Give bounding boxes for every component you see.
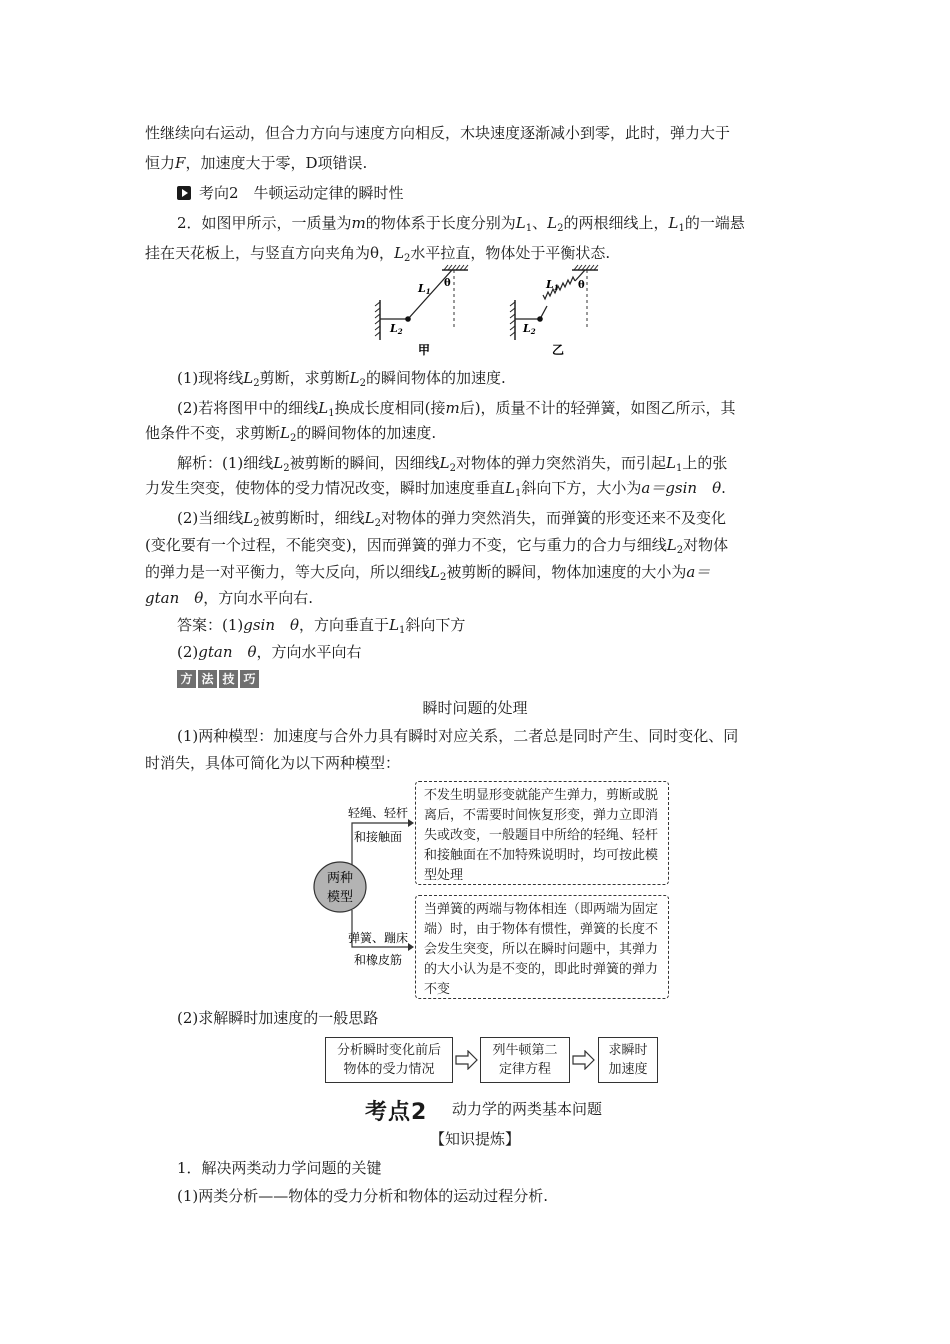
label-L1-left: L1: [418, 282, 431, 296]
problem-line-1: 2．如图甲所示，一质量为m的物体系于长度分别为$L_1$、$L_2$的两根细线上，$L_1$的一端悬: [177, 214, 745, 234]
arrow-right-icon: [572, 1050, 596, 1070]
step-box-2: 列牛顿第二定律方程: [480, 1037, 570, 1083]
models-line-2: 时消失，具体可简化为以下两种模型：: [145, 754, 401, 772]
question-1: (1)现将线$L_2$剪断，求剪断$L_2$的瞬间物体的加速度.: [177, 369, 506, 389]
ellipse-label-2: 模型: [326, 890, 354, 905]
analysis-2-line-2: (变化要有一个过程，不能突变)，因而弹簧的弹力不变，它与重力的合力与细线$L_2$对物体: [145, 536, 729, 556]
arrow-head-bottom: [408, 943, 414, 951]
mass-left: [405, 316, 411, 322]
answer-1: 答案：(1)gsin θ，方向垂直于$L_1$斜向下方: [177, 616, 466, 636]
badge-char: 方: [177, 670, 196, 688]
model-box-2: 当弹簧的两端与物体相连（即两端为固定端）时，由于物体有惯性，弹簧的长度不会发生突变，所以在瞬时问题中，其弹力的大小认为是不变的，即此时弹簧的弹力不变: [415, 895, 669, 999]
kaodian-number: 考点2: [365, 1100, 428, 1125]
analysis-2-line-4: gtan θ，方向水平向右.: [145, 589, 314, 607]
models-line-1: (1)两种模型：加速度与合外力具有瞬时对应关系，二者总是同时产生、同时变化、同: [177, 727, 739, 745]
figure-jia: [375, 265, 468, 357]
badge-char: 法: [198, 670, 217, 688]
caption-jia: 甲: [418, 343, 431, 357]
intro-line-2: 恒力F，加速度大于零，D项错误.: [145, 154, 368, 172]
label-theta-left: θ: [444, 278, 451, 289]
kaodian-title: 动力学的两类基本问题: [452, 1100, 603, 1118]
model-box-1: 不发生明显形变就能产生弹力，剪断或脱离后，不需要时间恢复形变，弹力立即消失或改变，一般题目中所给的轻绳、轻杆和接触面在不加特殊说明时，均可按此模型处理: [415, 781, 669, 885]
question-2-line-2: 他条件不变，求剪断$L_2$的瞬间物体的加速度.: [145, 424, 437, 444]
analysis-1-line-2: 力发生突变，使物体的受力情况改变，瞬时加速度垂直$L_1$斜向下方，大小为a＝gsin θ.: [145, 479, 726, 499]
step-box-3: 求瞬时加速度: [598, 1037, 658, 1083]
section-tag: 考向2 牛顿运动定律的瞬时性: [177, 183, 404, 203]
label-L2-right: L2: [523, 322, 536, 336]
figure-yi: [510, 265, 598, 357]
arrow-right-icon: [455, 1050, 479, 1070]
analysis-2-line-1: (2)当细线$L_2$被剪断时，细线$L_2$对物体的弹力突然消失，而弹簧的形变还来不及变化: [177, 509, 726, 529]
play-icon: [177, 186, 191, 200]
step-box-1: 分析瞬时变化前后物体的受力情况: [325, 1037, 453, 1083]
arrow-head-top: [408, 819, 414, 827]
answer-2: (2)gtan θ，方向水平向右: [177, 643, 362, 661]
branch1-label-2: 和接触面: [353, 830, 403, 844]
label-L1-right: L1: [546, 278, 559, 292]
mass-right: [537, 316, 543, 322]
method-badge: [177, 670, 259, 688]
branch2-label-1: 弹簧、蹦床: [347, 931, 409, 945]
analysis-2-line-3: 的弹力是一对平衡力，等大反向，所以细线$L_2$被剪断的瞬间，物体加速度的大小为a＝: [145, 563, 711, 583]
knowledge-heading: 【知识提炼】: [429, 1130, 520, 1148]
method-title: 瞬时问题的处理: [422, 699, 528, 717]
final-line-2: (1)两类分析——物体的受力分析和物体的运动过程分析.: [177, 1187, 549, 1205]
steps-title: (2)求解瞬时加速度的一般思路: [177, 1009, 379, 1027]
caption-yi: 乙: [552, 343, 565, 357]
model-diagram: [310, 775, 420, 1000]
badge-char: 技: [219, 670, 238, 688]
badge-char: 巧: [240, 670, 259, 688]
analysis-1-line-1: 解析：(1)细线$L_2$被剪断的瞬间，因细线$L_2$对物体的弹力突然消失，而引起$L_1$上的张: [177, 454, 728, 474]
label-L2-left: L2: [390, 322, 403, 336]
label-theta-right: θ: [578, 280, 585, 291]
ellipse-label-1: 两种: [326, 871, 354, 886]
branch2-label-2: 和橡皮筋: [353, 953, 403, 967]
final-line-1: 1．解决两类动力学问题的关键: [177, 1159, 382, 1177]
problem-line-2: 挂在天花板上，与竖直方向夹角为θ，$L_2$水平拉直，物体处于平衡状态.: [145, 244, 611, 264]
physics-figure: [370, 262, 620, 362]
branch1-label-1: 轻绳、轻杆: [347, 806, 409, 820]
intro-line-1: 性继续向右运动，但合力方向与速度方向相反，木块速度逐渐减小到零，此时，弹力大于: [145, 124, 731, 142]
question-2-line-1: (2)若将图甲中的细线$L_1$换成长度相同(接m后)，质量不计的轻弹簧，如图乙所示，其: [177, 399, 736, 419]
